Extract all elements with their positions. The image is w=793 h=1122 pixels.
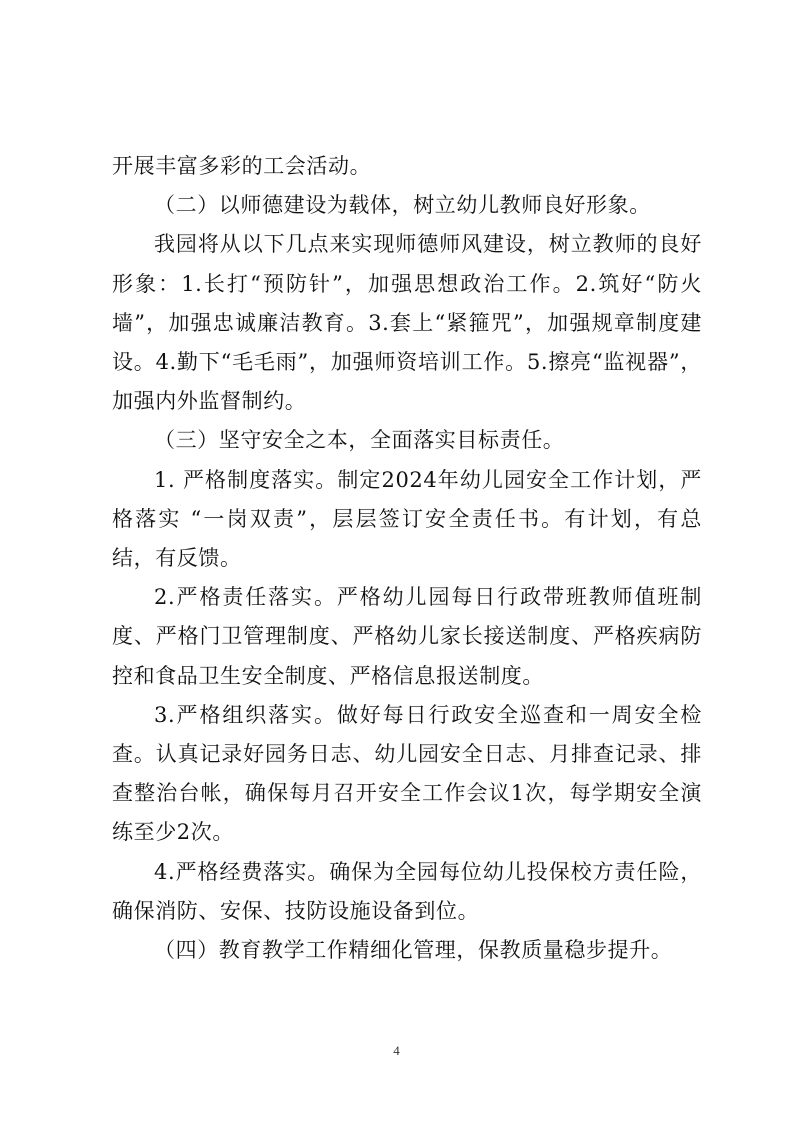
section-heading-4: （四）教育教学工作精细化管理，保教质量稳步提升。 [154, 938, 673, 963]
page-body [112, 147, 702, 970]
section-heading-3: （三）坚守安全之本，全面落实目标责任。 [154, 428, 565, 453]
paragraph-safety-responsibility: 2.严格责任落实。严格幼儿园每日行政带班教师值班制度、严格门卫管理制度、严格幼儿家长接送制度、严格疾病防控和食品卫生安全制度、严格信息报送制度。 [112, 585, 702, 688]
paragraph-continuation: 开展丰富多彩的工会活动。 [112, 154, 372, 178]
paragraph-teacher-ethics: 我园将从以下几点来实现师德师风建设，树立教师的良好形象：1.长打“预防针”，加强思想政治工作。2.筑好“防火墙”，加强忠诚廉洁教育。3.套上“紧箍咒”，加强规章制度建设。4.勤下“毛毛雨”，加强师资培训工作。5.擦亮“监视器”，加强内外监督制约。 [112, 232, 702, 414]
paragraph-safety-organization: 3.严格组织落实。做好每日行政安全巡查和一周安全检查。认真记录好园务日志、幼儿园安全日志、月排查记录、排查整治台帐，确保每月召开安全工作会议1次，每学期安全演练至少2次。 [112, 702, 702, 845]
section-heading-2: （二）以师德建设为载体，树立幼儿教师良好形象。 [154, 193, 651, 218]
paragraph-safety-system: 1. 严格制度落实。制定2024年幼儿园安全工作计划，严格落实 “一岗双责”，层层签订安全责任书。有计划，有总结，有反馈。 [112, 467, 702, 571]
paragraph-safety-funding: 4.严格经费落实。确保为全园每位幼儿投保校方责任险，确保消防、安保、技防设施设备到位。 [112, 859, 702, 923]
page-number: 4 [393, 1043, 400, 1058]
